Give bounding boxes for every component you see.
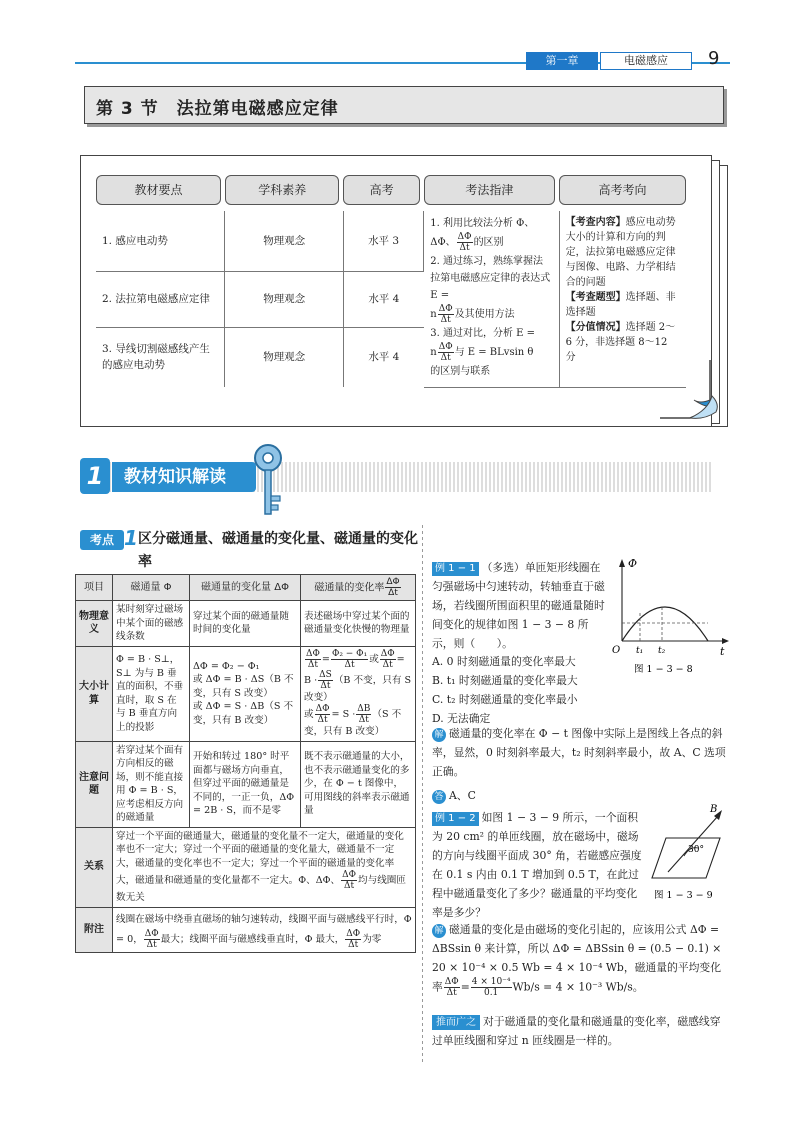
answer-tag: 答 <box>432 790 446 804</box>
key-icon <box>248 440 290 520</box>
t-axis-arrow <box>722 638 729 644</box>
comparison-table <box>75 574 416 953</box>
kaodian-tag: 考点 <box>80 530 124 550</box>
topic-label: 电磁感应 <box>600 52 692 70</box>
cell: 表述磁场中穿过某个面的磁通量变化快慢的物理量 <box>301 601 416 647</box>
level-cell: 水平 3 <box>343 211 423 271</box>
cell: 若穿过某个面有方向相反的磁场，则不能直接用 Φ = B · S，应考虑相反方向的磁通量 <box>113 741 190 827</box>
solution-1-2: 解 磁通量的变化是由磁场的变化引起的，应该用公式 ΔΦ = ΔBSsin θ 来计算，所以 ΔΦ = ΔBSsin θ = (0.5 − 0.1) × 20 × 10⁻⁴ × 0.5 Wb = 4 × 10⁻⁴ Wb，磁通量的平均变化率 $\frac{\Delta\Phi}{\Delta t}$ = $\frac{\text{4 × 10⁻⁴}}{0.1}$ Wb/s = 4 × 10⁻³ Wb/s。 <box>432 923 722 998</box>
cell: 穿过一个平面的磁通量大，磁通量的变化量不一定大，磁通量的变化率也不一定大；穿过一个平面的磁通量的变化量大，磁通量不一定大，磁通量的变化率也不一定大；穿过一个平面的磁通量的变化率大，磁通量和磁通量的变化量都不一定大。Φ、ΔΦ、 $\frac{\Delta\Phi}{\Delta t}$ 均与线圈匝数无关 <box>113 827 416 907</box>
cell: 开始和转过 180° 时平面都与磁场方向垂直，但穿过平面的磁通量是不同的，一正一负，ΔΦ = 2B · S，而不是零 <box>190 741 301 827</box>
col-header: 磁通量的变化量 ΔΦ <box>190 575 301 601</box>
header-cell: 学科素养 <box>225 175 339 205</box>
header-cell: 高考 <box>343 175 419 205</box>
answer-1-1: 答 A、C <box>432 786 632 805</box>
phi-axis-arrow <box>619 559 625 567</box>
origin-label: O <box>612 645 621 656</box>
b-label: B <box>710 804 718 815</box>
row-label: 关系 <box>76 827 113 907</box>
banner-number: 1 <box>80 458 110 494</box>
literacy-cell: 物理观念 <box>225 271 343 327</box>
row-label: 物理意义 <box>76 601 113 647</box>
example-1-1: 例 1 − 1 （多选）单匝矩形线圈在匀强磁场中匀速转动，转轴垂直于磁场，若线圈所围面积里的磁通量随时间变化的规律如图 1 − 3 − 8 所示，则（ ）。 <box>432 561 605 650</box>
option-d: D. 无法确定 <box>432 712 491 725</box>
chapter-label: 第一章 <box>526 52 598 70</box>
coil-plane <box>652 838 720 878</box>
col-header: 磁通量 Φ <box>113 575 190 601</box>
literacy-cell: 物理观念 <box>225 211 343 271</box>
t1-label: t₁ <box>636 646 644 656</box>
kaodian-number: 1 <box>124 526 138 550</box>
literacy-cell: 物理观念 <box>225 327 343 387</box>
cell: $\frac{\Delta\Phi}{\Delta t}$ = $\frac{\text{Φ₂ − Φ₁}}{\Delta t}$ 或 $\frac{\Delta\Phi}{\Delta t}$ = B · $\frac{\Delta S}{\Delta t}$ （B 不变，只有 S 改变） 或 $\frac{\Delta\Phi}{\Delta t}$ = S · $\frac{\Delta B}{\Delta t}$ （S 不变，只有 B 改变） <box>301 646 416 741</box>
angle-label: 30° <box>688 845 704 855</box>
cell: 线圈在磁场中绕垂直磁场的轴匀速转动，线圈平面与磁感线平行时，Φ = 0， $\frac{\Delta\Phi}{\Delta t}$ 最大；线圈平面与磁感线垂直时，Φ 最大， $\frac{\Delta\Phi}{\Delta t}$ 为零 <box>113 907 416 952</box>
kaodian-title: 区分磁通量、磁通量的变化量、磁通量的变化率 <box>138 531 418 570</box>
t-label: t <box>720 645 725 658</box>
column-divider <box>422 525 423 1065</box>
figure-caption: 图 1 − 3 − 9 <box>654 890 713 901</box>
col-header: 项目 <box>76 575 113 601</box>
example-tag: 例 1 − 1 <box>432 562 479 576</box>
phi-curve <box>622 607 708 641</box>
row-label: 附注 <box>76 907 113 952</box>
solution-tag: 解 <box>432 728 446 742</box>
overview-table <box>96 175 686 388</box>
example-1-1-options <box>432 652 622 728</box>
phi-label: Φ <box>628 557 638 570</box>
option-b: B. t₁ 时刻磁通量的变化率最大 <box>432 674 578 687</box>
coil-field-figure <box>648 800 730 905</box>
page-number: 9 <box>708 48 720 69</box>
t2-label: t₂ <box>658 646 666 656</box>
figure-caption: 图 1 − 3 − 8 <box>634 664 693 675</box>
level-cell: 水平 4 <box>343 271 423 327</box>
option-a: A. 0 时刻磁通量的变化率最大 <box>432 655 576 668</box>
solution-tag: 解 <box>432 924 446 938</box>
cell: ΔΦ = Φ₂ − Φ₁ 或 ΔΦ = B · ΔS（B 不变，只有 S 改变） 或 ΔΦ = S · ΔB（S 不变，只有 B 改变） <box>190 646 301 741</box>
header-cell: 考法指津 <box>424 175 555 205</box>
cell: Φ = B · S⊥，S⊥ 为与 B 垂直的面积，不垂直时，取 S 在与 B 垂直方向上的投影 <box>113 646 190 741</box>
point-cell: 2. 法拉第电磁感应定律 <box>96 271 225 327</box>
phi-t-graph <box>610 555 730 680</box>
exam-trend: 【考查内容】感应电动势大小的计算和方向的判定，法拉第电磁感应定律与图像、电路、力学相结合的问题 【考查题型】选择题、非选择题 【分值情况】选择题 2～6 分，非选择题 8～12 分 <box>559 211 686 387</box>
cell: 某时刻穿过磁场中某个面的磁感线条数 <box>113 601 190 647</box>
point-cell: 3. 导线切割磁感线产生的感应电动势 <box>96 327 225 387</box>
solution-1-1: 解 磁通量的变化率在 Φ − t 图像中实际上是图线上各点的斜率，显然，0 时刻斜率最大，t₂ 时刻斜率最小，故 A、C 选项正确。 <box>432 727 726 778</box>
banner-title: 教材知识解读 <box>112 462 256 492</box>
header-cell: 高考考向 <box>559 175 686 205</box>
row-label: 注意问题 <box>76 741 113 827</box>
option-c: C. t₂ 时刻磁通量的变化率最小 <box>432 693 578 706</box>
level-cell: 水平 4 <box>368 351 400 364</box>
row-label: 大小计算 <box>76 646 113 741</box>
extension-note: 推而广之 对于磁通量的变化量和磁通量的变化率，磁感线穿过单匝线圈和穿过 n 匝线圈是一样的。 <box>432 1015 721 1047</box>
example-tag: 例 1 − 2 <box>432 812 479 826</box>
section-title: 第 3 节 法拉第电磁感应定律 <box>96 99 339 119</box>
header-cell: 教材要点 <box>96 175 221 205</box>
extension-tag: 推而广之 <box>432 1015 480 1030</box>
point-cell: 1. 感应电动势 <box>96 211 225 271</box>
example-1-2: 例 1 − 2 如图 1 − 3 − 9 所示，一个面积为 20 cm² 的单匝线圈，放在磁场中，磁场的方向与线圈平面成 30° 角，若磁感应强度在 0.1 s 内由 0.1 T 增加到 0.5 T，在此过程中磁通量变化了多少？磁通量的平均变化率是多少？ <box>432 811 642 919</box>
method-guide: 1. 利用比较法分析 Φ、 ΔΦ、 $\frac{\Delta\Phi}{\Delta t}$ 的区别 2. 通过练习，熟练掌握法拉第电磁感应定律的表达式 E = n $\frac{\Delta\Phi}{\Delta t}$ 及其使用方法 3. 通过对比，分析 E = n $\frac{\Delta\Phi}{\Delta t}$ 与 E = BLvsin θ 的区别与联系 <box>424 211 559 387</box>
cell: 穿过某个面的磁通量随时间的变化量 <box>190 601 301 647</box>
cell: 既不表示磁通量的大小，也不表示磁通量变化的多少，在 Φ − t 图像中，可用图线的斜率表示磁通量 <box>301 741 416 827</box>
col-header: 磁通量的变化率 $\frac{\Delta\Phi}{\Delta t}$ <box>301 575 416 601</box>
